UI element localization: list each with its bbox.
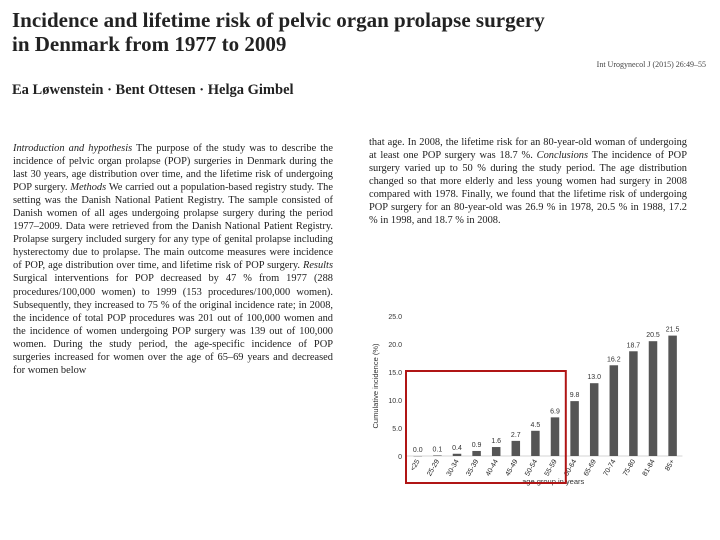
abstract-paragraph	[13, 142, 333, 377]
abstract-right-column	[369, 136, 687, 227]
section-heading: Conclusions	[536, 150, 589, 162]
paper-title	[12, 8, 572, 56]
x-tick-label: 60-64	[563, 458, 579, 478]
data-label: 0.9	[471, 441, 482, 449]
y-axis-label: Cumulative incidence (%)	[371, 343, 380, 429]
y-tick-label: 10.0	[388, 398, 402, 405]
data-label: 0.1	[432, 446, 443, 454]
section-text: The purpose of the study was to describe the incidence of pelvic organ prolapse (POP) surgeries in Denmark during the last 30 years, age distribution over time, and the lifetime risk of undergoing POP surgery.	[13, 143, 333, 194]
x-tick-label: 65-69	[582, 458, 598, 478]
y-tick-label: 15.0	[388, 370, 402, 377]
x-tick-label: 35-39	[465, 458, 481, 478]
bar-25-29	[433, 455, 442, 456]
bar-65-69	[590, 383, 599, 456]
y-tick-label: 25.0	[388, 314, 402, 321]
x-tick-label: 81-84	[641, 458, 657, 478]
data-label: 13.0	[587, 374, 602, 382]
x-tick-label: 70-74	[602, 458, 618, 478]
section-heading: Methods	[70, 182, 107, 194]
x-tick-label: <25	[409, 458, 422, 473]
y-tick-label: 0	[398, 454, 402, 461]
abstract-paragraph	[369, 136, 687, 227]
data-label: 2.7	[510, 431, 521, 439]
y-tick-label: 5.0	[392, 426, 402, 433]
cumulative-incidence-chart	[366, 306, 696, 491]
x-tick-label: 25-29	[426, 458, 442, 478]
bar-55-59	[551, 417, 560, 456]
bar-70-74	[610, 365, 619, 456]
title-line-2: in Denmark from 1977 to 2009	[12, 32, 287, 56]
title-line-1: Incidence and lifetime risk of pelvic organ prolapse surgery	[12, 8, 545, 32]
x-tick-label: 75-80	[622, 458, 638, 478]
y-tick-label: 20.0	[388, 342, 402, 349]
data-label: 16.2	[606, 356, 621, 364]
x-axis-label: age group in years	[522, 477, 585, 486]
x-tick-label: 40-44	[484, 458, 500, 478]
bar-75-80	[629, 351, 638, 456]
data-label: 6.9	[550, 408, 560, 416]
x-tick-label: 55-59	[543, 458, 559, 478]
bar-60-64	[570, 401, 579, 456]
data-label: 9.8	[569, 392, 580, 400]
data-label: 20.5	[646, 332, 660, 340]
data-label: 4.5	[530, 421, 541, 429]
abstract-left-column	[13, 142, 333, 377]
section-heading: Introduction and hypothesis	[13, 143, 133, 154]
data-label: 21.5	[665, 326, 680, 334]
data-label: 0.0	[412, 447, 423, 454]
journal-citation: Int Urogynecol J (2015) 26:49–55	[596, 60, 706, 69]
x-tick-label: 45-49	[504, 458, 520, 478]
section-text: We carried out a population-based registry study. The setting was the Danish National Patient Registry. The sample consisted of Danish women of all ages undergoing prolapse surgery during the period 1977–2009. Data were retrieved from the Danish National Patient Registry. Prolapse surgery included surgery for any type of genital prolapse including hysterectomy due to prolapse. The main outcome measures were incidence of POP, age distribution over time, and lifetime risk of POP surgery.	[13, 182, 333, 272]
section-text: The incidence of POP surgery varied up to 50 % during the study period. The age distribution changed so that more elderly and less young women had surgery in 2008 compared with 1978. Finally, we found that the lifetime risk of undergoing POP surgery for an 80-year-old was 26.9 % in 1978, 20.5 % in 1988, 17.2 % in 1998, and 18.7 % in 2008.	[369, 150, 687, 227]
bar-81-84	[649, 341, 658, 456]
data-label: 0.4	[452, 444, 462, 452]
bar-50-54	[531, 431, 540, 456]
data-label: 18.7	[626, 342, 641, 350]
section-text: Surgical interventions for POP decreased by 47 % from 1977 (288 procedures/100,000 women) to 1999 (153 procedures/100,000 women). Subsequently, they increased to 75 % of the original incidence rate; in 2008, the incidence of total POP procedures was 201 out of 100,000 women and the incidence of women undergoing POP surgery was 139 out of 100,000 women. During the study period, the age-specific incidence of POP surgeries increased for women over the age of 65–69 years and decreased for women below	[13, 273, 333, 376]
bar-85+	[668, 336, 677, 456]
x-tick-label: 30-34	[445, 458, 461, 478]
section-text: that age. In 2008, the lifetime risk for an 80-year-old woman of undergoing at least one POP surgery was 18.7 %.	[369, 137, 687, 162]
bar-35-39	[472, 451, 481, 456]
bar-40-44	[492, 447, 501, 456]
data-label: 1.6	[491, 438, 502, 446]
x-tick-label: 50-54	[524, 458, 540, 478]
author-list: Ea Løwenstein · Bent Ottesen · Helga Gimbel	[12, 82, 294, 98]
bar-30-34	[453, 454, 462, 456]
bar-45-49	[512, 441, 521, 456]
section-heading: Results	[302, 260, 333, 272]
x-tick-label: 85+	[664, 458, 677, 473]
